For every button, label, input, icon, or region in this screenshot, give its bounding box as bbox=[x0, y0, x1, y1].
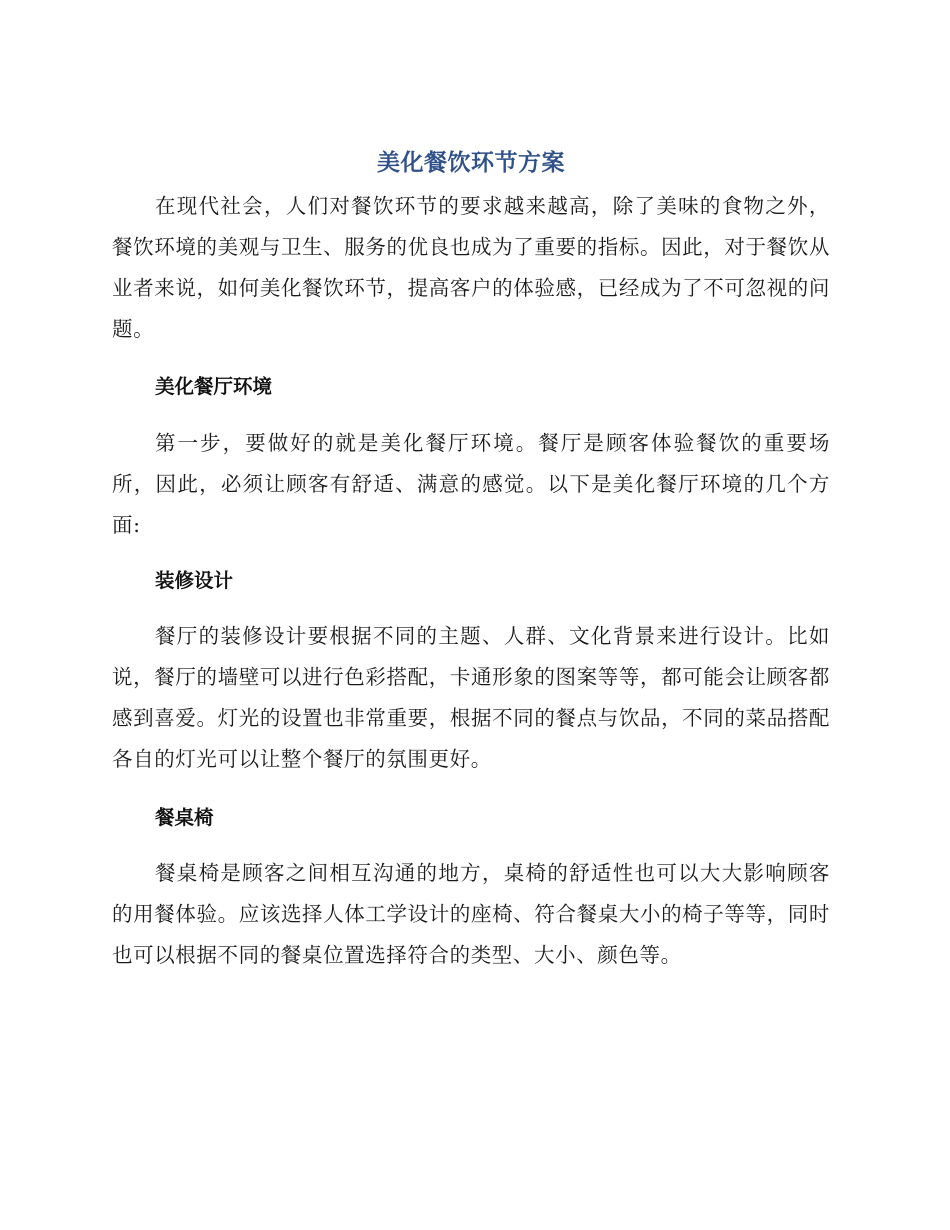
section-heading-decoration-design: 装修设计 bbox=[155, 569, 234, 592]
section-paragraph-tables-chairs: 餐桌椅是顾客之间相互沟通的地方，桌椅的舒适性也可以大大影响顾客的用餐体验。应该选择人体工学设计的座椅、符合餐桌大小的椅子等等，同时也可以根据不同的餐桌位置选择符合的类型、大小、颜色等。 bbox=[112, 861, 830, 967]
document-title: 美化餐饮环节方案 bbox=[377, 150, 565, 176]
section-paragraph-restaurant-environment: 第一步，要做好的就是美化餐厅环境。餐厅是顾客体验餐饮的重要场所，因此，必须让顾客有舒适、满意的感觉。以下是美化餐厅环境的几个方面: bbox=[112, 431, 830, 537]
section-paragraph-decoration-design: 餐厅的装修设计要根据不同的主题、人群、文化背景来进行设计。比如说，餐厅的墙壁可以进行色彩搭配，卡通形象的图案等等，都可能会让顾客都感到喜爱。灯光的设置也非常重要，根据不同的餐点与饮品，不同的菜品搭配各自的灯光可以让整个餐厅的氛围更好。 bbox=[112, 624, 830, 771]
section-heading-restaurant-environment: 美化餐厅环境 bbox=[155, 375, 273, 398]
intro-paragraph: 在现代社会，人们对餐饮环节的要求越来越高，除了美味的食物之外，餐饮环境的美观与卫生、服务的优良也成为了重要的指标。因此，对于餐饮从业者来说，如何美化餐饮环节，提高客户的体验感，已经成为了不可忽视的问题。 bbox=[112, 194, 830, 341]
section-heading-tables-chairs: 餐桌椅 bbox=[155, 806, 214, 829]
